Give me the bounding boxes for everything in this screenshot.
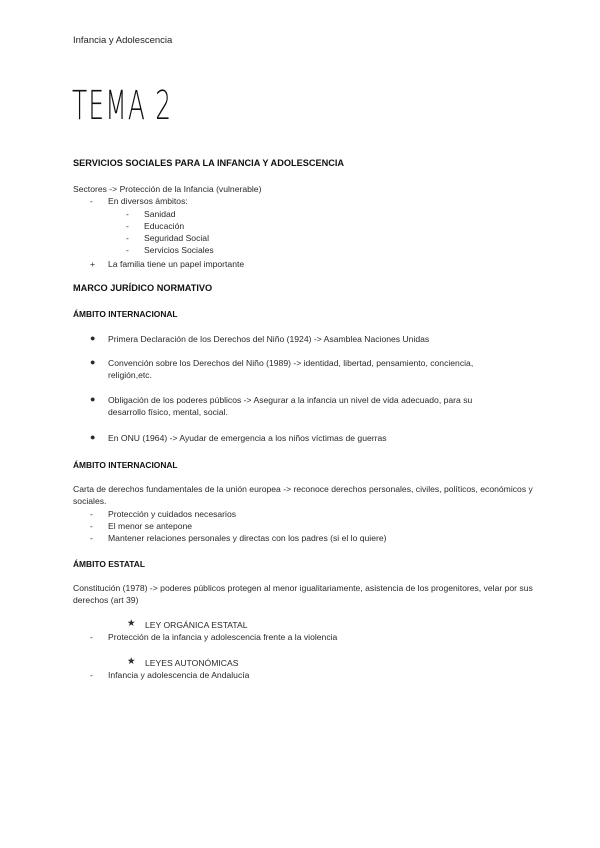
sub-list-item-text: Servicios Sociales [144,245,214,255]
section-heading-marco-juridico: MARCO JURÍDICO NORMATIVO [73,283,213,293]
star-heading-text: LEY ORGÁNICA ESTATAL [145,620,248,630]
list-item-text: Protección de la infancia y adolescencia frente a la violencia [108,632,338,642]
list-item-text: En diversos ámbitos: [108,196,188,206]
sub-list-item-text: Seguridad Social [144,233,209,243]
list-item-text: La familia tiene un papel importante [108,259,245,269]
list-item-text: Mantener relaciones personales y directas con los padres (si el lo quiere) [108,533,387,543]
dash-marker: - [90,196,93,206]
plus-marker: + [90,259,96,269]
dash-marker: - [126,221,129,231]
sub-list-item-text: Sanidad [144,209,176,219]
subheading-ambito-estatal: ÁMBITO ESTATAL [73,559,145,569]
star-icon: ★ [127,656,136,667]
carta-paragraph: Carta de derechos fundamentales de la unión europea -> reconoce derechos personales, civiles, políticos, económicos y sociales. [73,484,533,506]
bullet-marker: ● [90,394,96,404]
dash-marker: - [90,533,93,543]
section-heading-servicios-sociales: SERVICIOS SOCIALES PARA LA INFANCIA Y ADOLESCENCIA [73,158,345,168]
subheading-ambito-internacional: ÁMBITO INTERNACIONAL [73,309,178,319]
list-item-text: El menor se antepone [108,521,193,531]
subheading-ambito-internacional-2: ÁMBITO INTERNACIONAL [73,460,178,470]
dash-marker: - [126,209,129,219]
star-icon: ★ [127,618,136,629]
sectores-paragraph: Sectores -> Protección de la Infancia (vulnerable) [73,184,262,194]
list-item-text: Infancia y adolescencia de Andalucía [108,670,250,680]
bullet-marker: ● [90,357,96,367]
dash-marker: - [90,670,93,680]
sub-list-item-text: Educación [144,221,185,231]
page-header: Infancia y Adolescencia [73,35,173,46]
bullet-text: Primera Declaración de los Derechos del Niño (1924) -> Asamblea Naciones Unidas [108,334,430,344]
star-heading-text: LEYES AUTONÓMICAS [145,658,239,668]
page-title: TEMA 2 [72,83,173,129]
dash-marker: - [126,233,129,243]
dash-marker: - [90,632,93,642]
bullet-text: Convención sobre los Derechos del Niño (1989) -> identidad, libertad, pensamiento, conciencia, religión,etc. [108,358,474,380]
dash-marker: - [90,509,93,519]
bullet-text: En ONU (1964) -> Ayudar de emergencia a los niños víctimas de guerras [108,433,387,443]
dash-marker: - [90,521,93,531]
bullet-marker: ● [90,333,96,343]
list-item-text: Protección y cuidados necesarios [108,509,237,519]
bullet-marker: ● [90,432,96,442]
constitucion-paragraph: Constitución (1978) -> poderes públicos protegen al menor igualitariamente, asistencia de los progenitores, velar por sus derechos (art 39) [73,583,533,605]
bullet-text: Obligación de los poderes públicos -> Asegurar a la infancia un nivel de vida adecuado, para su desarrollo físico, mental, social. [108,395,473,417]
dash-marker: - [126,245,129,255]
